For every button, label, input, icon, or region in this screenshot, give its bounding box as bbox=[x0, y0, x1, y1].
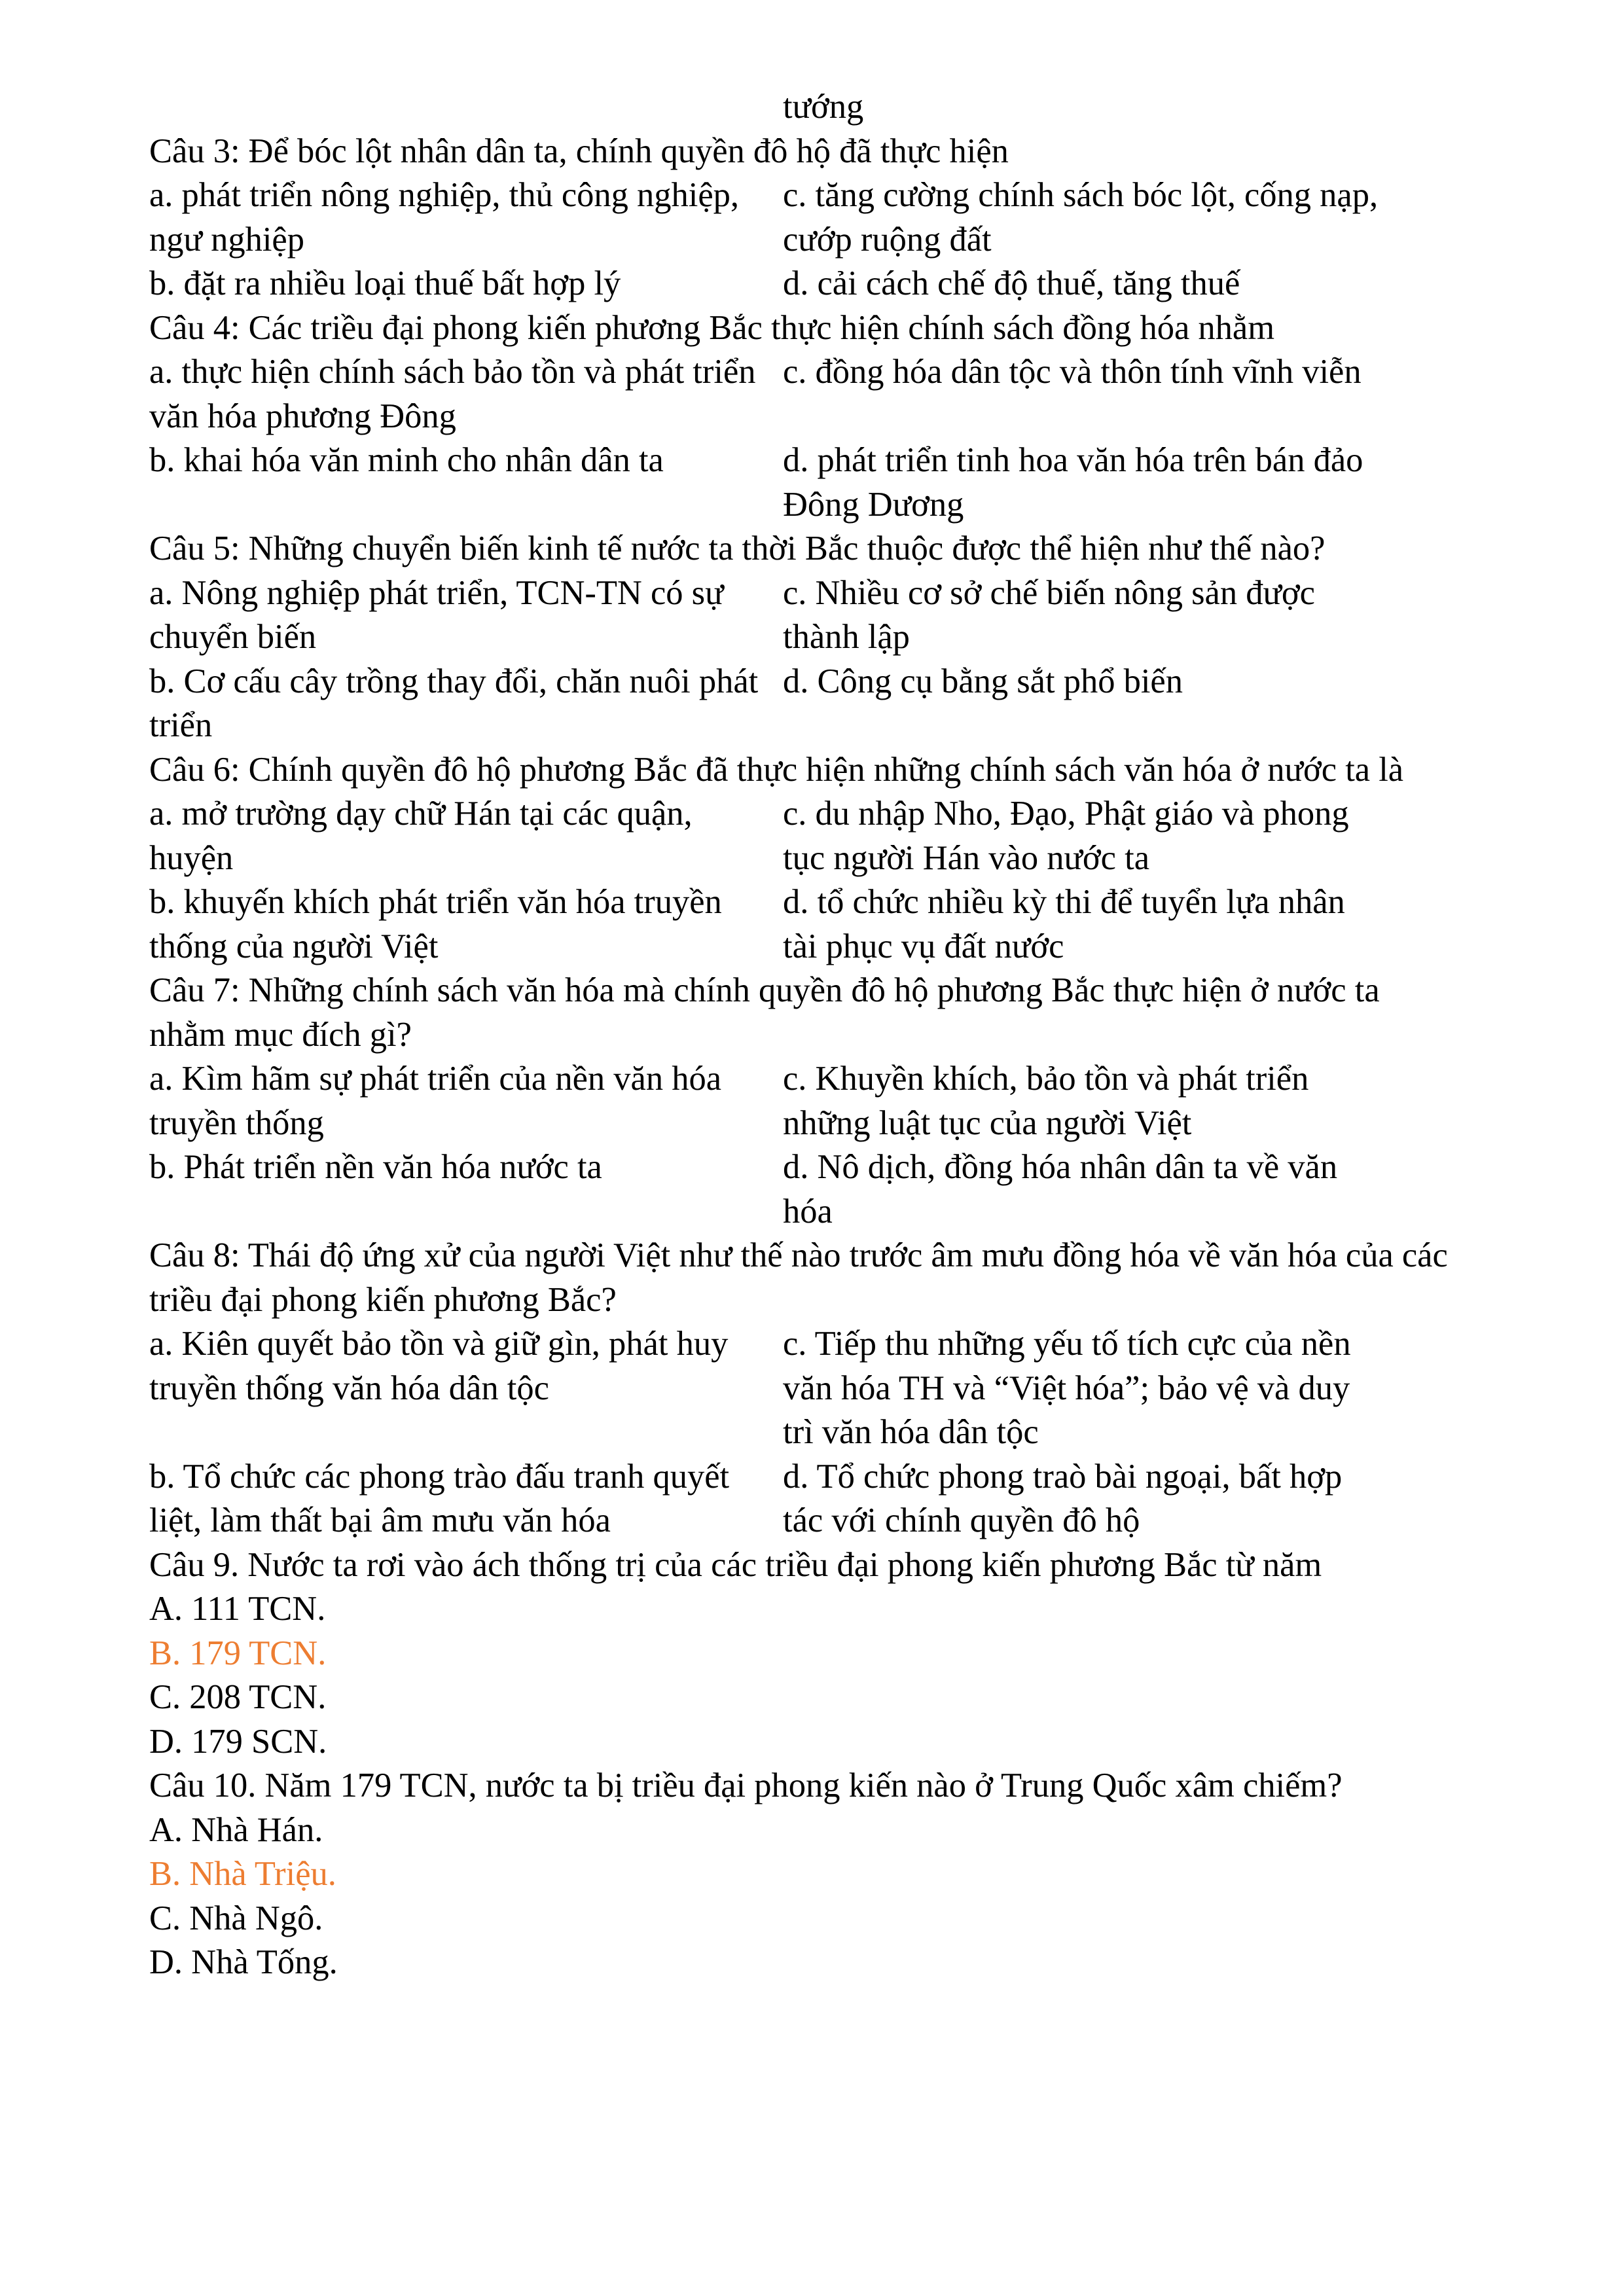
question-text: Câu 3: Để bóc lột nhân dân ta, chính quyền đô hộ đã thực hiện bbox=[149, 132, 1009, 170]
question-text: Câu 4: Các triều đại phong kiến phương Bắc thực hiện chính sách đồng hóa nhằm bbox=[149, 308, 1275, 347]
option-d: d. Công cụ bằng sắt phổ biến bbox=[783, 662, 1183, 700]
option-a: a. thực hiện chính sách bảo tồn và phát triển văn hóa phương Đông bbox=[149, 353, 756, 435]
option-d: d. Tổ chức phong traò bài ngoại, bất hợp tác với chính quyền đô hộ bbox=[783, 1457, 1343, 1539]
option-a: a. Kiên quyết bảo tồn và giữ gìn, phát huy truyền thống văn hóa dân tộc bbox=[149, 1325, 729, 1407]
option-b: b. Tổ chức các phong trào đấu tranh quyết liệt, làm thất bại âm mưu văn hóa bbox=[149, 1457, 730, 1539]
options-row bbox=[149, 792, 1485, 880]
option-c: c. Nhiều cơ sở chế biến nông sản được thành lập bbox=[783, 573, 1315, 656]
options-row bbox=[149, 571, 1485, 660]
question-text: Câu 9. Nước ta rơi vào ách thống trị của các triều đại phong kiến phương Bắc từ năm bbox=[149, 1545, 1322, 1584]
option-c: c. tăng cường chính sách bóc lột, cống nạp, cướp ruộng đất bbox=[783, 176, 1379, 259]
question-6 bbox=[149, 748, 1485, 969]
option-a: a. Nông nghiệp phát triển, TCN-TN có sự chuyển biến bbox=[149, 573, 724, 656]
options-row bbox=[149, 1057, 1485, 1145]
options-row bbox=[149, 173, 1485, 262]
question-text: Câu 5: Những chuyển biến kinh tế nước ta thời Bắc thuộc được thể hiện như thế nào? bbox=[149, 529, 1326, 567]
option-a: a. phát triển nông nghiệp, thủ công nghiệp, ngư nghiệp bbox=[149, 176, 740, 259]
question-text: Câu 6: Chính quyền đô hộ phương Bắc đã thực hiện những chính sách văn hóa ở nước ta là bbox=[149, 750, 1404, 789]
options-row bbox=[149, 1455, 1485, 1543]
option-d: d. cải cách chế độ thuế, tăng thuế bbox=[783, 264, 1240, 302]
options-row bbox=[149, 262, 1485, 306]
options-row bbox=[149, 660, 1485, 748]
question-text: Câu 8: Thái độ ứng xử của người Việt như thế nào trước âm mưu đồng hóa về văn hóa của các triều đại phong kiến phương Bắc? bbox=[149, 1236, 1448, 1319]
question-9 bbox=[149, 1543, 1485, 1765]
option-d: D. 179 SCN. bbox=[149, 1722, 327, 1761]
option-c: c. Tiếp thu những yếu tố tích cực của nền văn hóa TH và “Việt hóa”; bảo vệ và duy trì văn hóa dân tộc bbox=[783, 1325, 1351, 1451]
option-b: b. đặt ra nhiều loại thuế bất hợp lý bbox=[149, 264, 621, 302]
question-7 bbox=[149, 969, 1485, 1234]
option-b-highlighted: B. Nhà Triệu. bbox=[149, 1855, 336, 1893]
option-a: a. Kìm hãm sự phát triển của nền văn hóa truyền thống bbox=[149, 1060, 722, 1142]
option-d: d. Nô dịch, đồng hóa nhân dân ta về văn hóa bbox=[783, 1148, 1338, 1230]
question-8 bbox=[149, 1234, 1485, 1543]
question-text: Câu 7: Những chính sách văn hóa mà chính quyền đô hộ phương Bắc thực hiện ở nước ta nhằm mục đích gì? bbox=[149, 971, 1380, 1054]
option-a: A. Nhà Hán. bbox=[149, 1810, 323, 1849]
options-row bbox=[149, 880, 1485, 969]
option-c: c. đồng hóa dân tộc và thôn tính vĩnh viễn bbox=[783, 353, 1362, 391]
option-b-highlighted: B. 179 TCN. bbox=[149, 1634, 327, 1672]
question-4 bbox=[149, 306, 1485, 528]
question-3 bbox=[149, 130, 1485, 306]
question-text: Câu 10. Năm 179 TCN, nước ta bị triều đại phong kiến nào ở Trung Quốc xâm chiếm? bbox=[149, 1767, 1343, 1804]
option-b: b. khuyến khích phát triển văn hóa truyền thống của người Việt bbox=[149, 883, 722, 965]
options-row bbox=[149, 1145, 1485, 1234]
option-c: C. 208 TCN. bbox=[149, 1678, 327, 1716]
option-c: c. du nhập Nho, Đạo, Phật giáo và phong tục người Hán vào nước ta bbox=[783, 795, 1349, 877]
options-row bbox=[149, 439, 1485, 527]
question-10 bbox=[149, 1764, 1485, 1985]
option-b: b. khai hóa văn minh cho nhân dân ta bbox=[149, 441, 664, 479]
option-a: a. mở trường dạy chữ Hán tại các quận, huyện bbox=[149, 795, 693, 877]
option-d: d. tổ chức nhiều kỳ thi để tuyển lựa nhân tài phục vụ đất nước bbox=[783, 883, 1345, 965]
option-d: d. phát triển tinh hoa văn hóa trên bán đảo Đông Dương bbox=[783, 441, 1363, 524]
option-d: D. Nhà Tống. bbox=[149, 1943, 338, 1981]
option-a: A. 111 TCN. bbox=[149, 1590, 326, 1628]
options-row bbox=[149, 350, 1485, 439]
option-b: b. Phát triển nền văn hóa nước ta bbox=[149, 1148, 602, 1186]
option-c: C. Nhà Ngô. bbox=[149, 1899, 323, 1937]
options-row bbox=[149, 1322, 1485, 1455]
document-page bbox=[149, 85, 1485, 1985]
continuation-text: tướng bbox=[783, 88, 864, 126]
question-5 bbox=[149, 527, 1485, 748]
option-b: b. Cơ cấu cây trồng thay đổi, chăn nuôi phát triển bbox=[149, 662, 759, 744]
option-c: c. Khuyền khích, bảo tồn và phát triển những luật tục của người Việt bbox=[783, 1060, 1309, 1142]
